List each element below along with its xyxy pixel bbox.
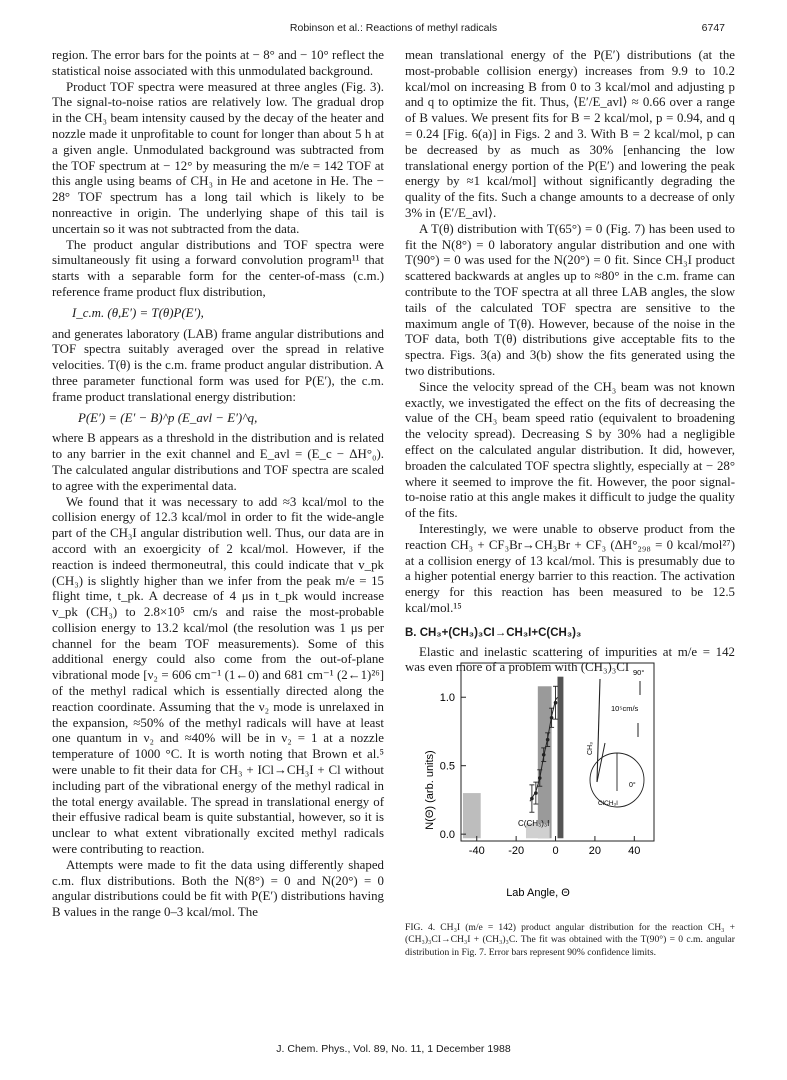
label-0deg: 0° (629, 782, 636, 789)
x-tick-label: -40 (468, 845, 485, 857)
paragraph: The product angular distributions and TOF spectra were simultaneously fit using a forward convolution program¹¹ that starts with a separable form for the center-of-mass (c.m.) reference frame product flux distribution, (52, 237, 384, 299)
y-tick-label: 1.0 (439, 692, 455, 705)
x-tick-label: 20 (588, 845, 602, 857)
journal-footer: J. Chem. Phys., Vol. 89, No. 11, 1 December 1988 (276, 1043, 511, 1055)
y-tick-label: 0.0 (439, 829, 455, 842)
label-ch3: CH₃ (587, 742, 594, 755)
label-clch3i: ClCH₃I (598, 800, 618, 807)
data-point (546, 738, 550, 742)
angular-distribution-chart (410, 655, 740, 900)
shade-band-left (463, 793, 481, 838)
running-title: Robinson et al.: Reactions of methyl radicals (289, 22, 498, 34)
paragraph: We found that it was necessary to add ≈3 kcal/mol to the collision energy of 12.3 kcal/mol in order to fit the wide-angle part of the CH₃I angular distribution well. Thus, our data are in accord with an exoergicity of 2 kcal/mol. However, if the reaction is indeed thermoneutral, this could indicate that v_pk (CH₃) is slightly higher than we infer from the peak m/e = 15 flight time, t_pk. A decrease of 4 μs in t_pk would increase v_pk (CH₃) to 2.8×10⁵ cm/s and raise the most-probable collision energy to 13.2 kcal/mol (the resolution was 1 μs per channel for the beam TOF measurements). Some of this additional energy could also come from the out-of-plane vibrational mode [ν₂ = 606 cm⁻¹ (1←0) and 681 cm⁻¹ (2←1)²⁶] of the methyl radical which is essentially directed along the reaction coordinate. Assuming that the ν₂ mode is unrelaxed in the expansion, ≈50% of the methyl radicals will have at least one quantum in ν₂ and ≈40% will be in ν₂ = 1 at a nozzle temperature of 1000 °C. It is worth noting that Brown et al.⁵ were unable to fit their data for CH₃ + ICl→CH₃I + Cl without including part of the vibrational energy of the methyl radical in the total energy available. The spread in translational energy of their effusive radical beam is quite substantial, however, so it is unclear to what extent vibrationally excited methyl radicals were contributing to reaction. (52, 494, 384, 857)
x-tick-label: 0 (552, 845, 559, 857)
data-point (530, 797, 534, 801)
paragraph: A T(θ) distribution with T(65°) = 0 (Fig. 7) has been used to fit the N(8°) = 0 laboratory angular distribution and one with T(90°) = 0 was used for the N(20°) = 0 fit. Since CH₃I product scattered backwards at angles up to ≈80° in the c.m. frame can contribute to the TOF spectra at all three LAB angles, the slow tails of the calculated TOF spectra are sensitive to the maximum angle of T(θ). However, because of the noise in the TOF data, both T(θ) distributions give acceptable fits to the spectra. Figs. 3(a) and 3(b) show the fits generated using the two distributions. (405, 221, 735, 378)
equation-pe: P(E′) = (E′ − B)^p (E_avl − E′)^q, (78, 410, 258, 425)
equation-flux: I_c.m. (θ,E′) = T(θ)P(E′), (72, 305, 204, 320)
running-header (0, 22, 787, 38)
paragraph: Since the velocity spread of the CH₃ beam was not known exactly, we investigated the effect on the fits of decreasing the value of the CH₃ beam speed ratio (equivalent to broadening the velocity spread). Decreasing S by 30% had a negligible effect on the calculated angular distribution. It did, however, broaden the calculated TOF spectra slightly, especially at − 28° where it seemed to improve the fit. However, the poor signal-to-noise ratio at this angle makes it difficult to judge the quality of the fits. (405, 379, 735, 521)
y-tick-label: 0.5 (439, 760, 455, 773)
paragraph: Elastic and inelastic scattering of impurities at m/e = 142 was even more of a problem with (CH₃)₃CI (405, 644, 735, 675)
data-point (534, 791, 538, 795)
data-point (554, 701, 558, 705)
right-column (405, 48, 735, 676)
paragraph: and generates laboratory (LAB) frame angular distributions and TOF spectra suitably averaged over the spread in relative velocities. T(θ) is the c.m. frame product angular distribution. A three parameter functional form was used for P(E′), the c.m. frame product translational energy distribution: (52, 326, 384, 404)
data-point (538, 776, 542, 780)
label-product: C(CH₃)₃I (518, 819, 550, 828)
section-heading: B. CH₃+(CH₃)₃CI→CH₃I+C(CH₃)₃ (405, 626, 582, 639)
shade-band-dark (558, 677, 564, 839)
paragraph: mean translational energy of the P(E′) distributions (at the most-probable collision energy) increases from 9.9 to 10.2 kcal/mol on increasing B from 0 to 3 kcal/mol and adjusting p and q to optimize the fit. Thus, ⟨E′/E_avl⟩ ≈ 0.66 over a range of B values. We present fits for B = 2 kcal/mol, p = 0.94, and q = 0.24 [Fig. 6(a)] in Figs. 2 and 3. With B = 2 kcal/mol, p can be decreased by as much as 30% [enhancing the low translational energy portion of the P(E′) and lowering the peak energy by ≈1 kcal/mol] without significantly degrading the quality of the fits. Such a change amounts to a decrease of only 3% in ⟨E′/E_avl⟩. (405, 48, 735, 220)
paragraph: Interestingly, we were unable to observe product from the reaction CH₃ + CF₃Br→CH₃Br + CF₃ (ΔH°₂₉₈ = 0 kcal/mol²⁷) at a collision energy of 13 kcal/mol. This is presumably due to a higher potential energy barrier to this reaction. The activation energy for this reaction has been measured to be 12.5 kcal/mol.¹⁵ (405, 521, 735, 615)
data-point (542, 753, 546, 757)
x-axis-label: Lab Angle, Θ (506, 887, 570, 899)
left-column (52, 48, 384, 921)
figure-4 (410, 655, 740, 900)
data-point (550, 716, 554, 720)
x-tick-label: 40 (628, 845, 641, 857)
shade-band-main (538, 686, 552, 838)
paragraph: Attempts were made to fit the data using differently shaped c.m. flux distributions. Both the N(8°) = 0 and N(20°) = 0 angular distributions could be fit with P(E′) distributions having B values in the range 0–3 kcal/mol. The (52, 857, 384, 920)
ch3-vector (597, 679, 600, 782)
paragraph: where B appears as a threshold in the distribution and is related to any barrier in the exit channel and E_avl = (E_c − ΔH°₀). The calculated angular distributions and TOF spectra are scaled to agree with the experimental data. (52, 431, 384, 493)
page-number: 6747 (701, 22, 725, 34)
x-tick-label: -20 (508, 845, 525, 857)
figure-caption: FIG. 4. CH₃I (m/e = 142) product angular distribution for the reaction CH₃ + (CH₃)₃CI→CH₃I + (CH₃)₃C. The fit was obtained with the T(90°) = 0 c.m. angular distribution in Fig. 7. Error bars represent 90% confidence limits. (405, 922, 735, 958)
paragraph: Product TOF spectra were measured at three angles (Fig. 3). The signal-to-noise ratios are relatively low. The gradual drop in the CH₃ beam intensity caused by the decay of the heater and nozzle made it unprofitable to count for longer than about 5 h at a given angle. Unmodulated background was subtracted from the TOF spectrum at − 12° by measuring the m/e = 142 TOF at this angle using beams of CH₃ in He and acetone in He. The − 28° TOF spectrum has a long tail which is likely to be nonreactive in origin. The underlying shape of this tail is uncertain so it was not subtracted from the data. (52, 79, 384, 236)
label-90: 90° (633, 668, 645, 677)
paragraph: region. The error bars for the points at − 8° and − 10° reflect the statistical noise associated with this unmodulated background. (52, 48, 384, 78)
y-axis-label: N(Θ) (arb. units) (424, 750, 436, 830)
label-velocity-scale: 10⁵cm/s (611, 704, 639, 713)
